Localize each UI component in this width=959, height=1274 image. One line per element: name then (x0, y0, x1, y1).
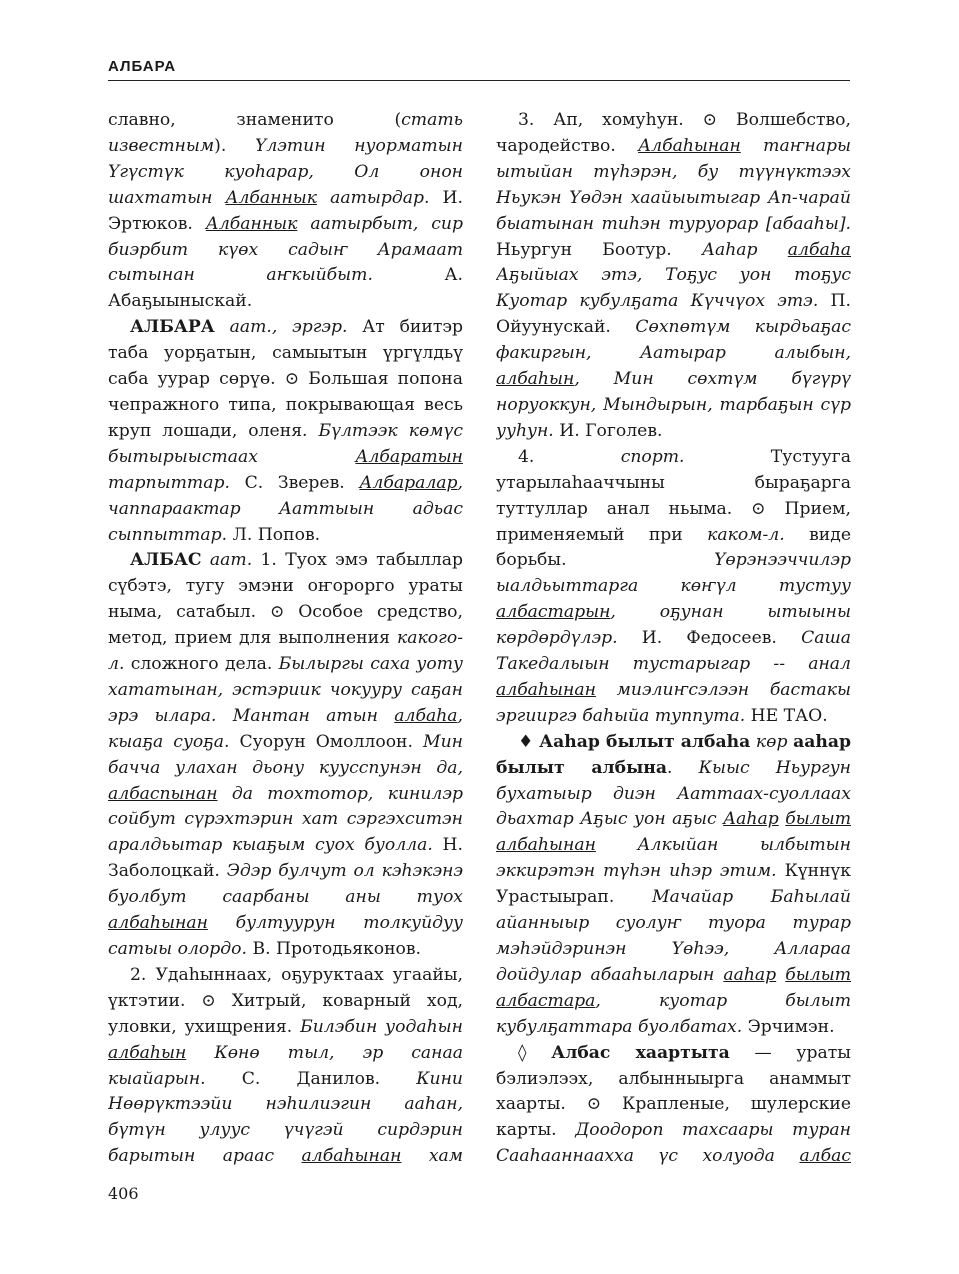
entry-albara: АЛБАРА аат., эргэр. Ат биитэр таба уорҕатын, самыытын үргүлдьү саба уурар сөрүө. ⊙ Большая попона чепражного типа, покрывающая весь круп лошади, оленя. Бүлтээк көмүс бытырыыстаах Албаратын тарпыттар. С. Зверев. Албаралар, чаппараактар Ааттыын адьас сыппыттар. Л. Попов. (108, 317, 463, 545)
right-column (496, 108, 851, 1168)
header-rule (108, 80, 850, 81)
entry-continuation: славно, знаменито (стать известным). Үлэтин нуорматын Үгүстүк куоһарар, Ол онон шахтатын Албаннык аатырдар. И. Эртюков. Албаннык аатырбыт, сир биэрбит күөх садыҥ Арамаат сытынан аҥкыйбыт. А. Абаҕыыныскай. (108, 110, 463, 312)
page-number: 406 (108, 1184, 139, 1203)
entry-albas-sense-4: 4. спорт. Тустууга утарылаһааччыны быраҕарга туттуллар анал ньыма. ⊙ Прием, применяемый при каком-л. виде борьбы. Үөрэнээччилэр ыалдьыттарга көҥүл тустуу албастарын, оҕунан ытыыны көрдөрдүлэр. И. Федосеев. Саша Такедалыын тустарыгар -- анал албаһынан миэлиҥсэлээн бастакы эргииргэ баһыйа туппута. НЕ ТАО. (496, 446, 851, 726)
idiom-aahar-bylyt-albaha: ♦ Ааһар былыт албаһа көр ааһар былыт албына. Кыыс Ньургун бухатыыр диэн Ааттаах-суоллаах дьахтар Аҕыс уон аҕыс Ааһар былыт албаһынан Алкыйан ылбытын эккирэтэн түһэн иһэр этим. Күннүк Урастыырап. Мачайар Баһылай айанныыр суолуҥ туора турар мэһэйдэринэн Үөһээ, Аллараа дойдулар абааһыларын ааһар былыт албастара, куотар былыт кубулҕаттара буолбатах. Эрчимэн. (496, 731, 851, 1037)
running-header: АЛБАРА (108, 58, 177, 75)
entry-albas: АЛБАС аат. 1. Туох эмэ табыллар сүбэтэ, тугу эмэни оҥорорго ураты ныма, сатабыл. ⊙ Особое средство, метод, прием для выполнения какого-л. сложного дела. Былыргы саха уоту хататынан, эстэриик чокууру саҕан эрэ ылара. Мантан атын албаһа, кыаҕа суоҕа. Суорун Омоллоон. Мин бачча улахан дьону куусспунэн да, албаспынан да тохтотор, кинилэр сойбут сүрэхтэрин хат сэргэхситэн аралдьытар кыаҕым суох буолла. Н. Заболоцкай. Эдэр булчут ол кэһэкэнэ буолбут саарбаны аны туох албаһынан бултуурун толкуйдуу сатыы олордо. В. Протодьяконов. (108, 550, 463, 959)
idiom-albas-haartyta: ◊ Албас хаартыта — ураты бэлиэлээх, албынныырга анаммыт хаарты. ⊙ Крапленые, шулерские карты. Доодороп тахсаары туран Сааһааннаахха үс холуода албас (496, 1042, 851, 1167)
entry-albas-sense-2: 2. Удаһыннаах, оҕуруктаах угаайы, үктэтии. ⊙ Хитрый, коварный ход, уловки, ухищрения. Билэбин уодаһын албаһын Көнө тыл, эр санаа кыайарын. С. Данилов. Кини Нөөрүктээйи нэһилиэгин ааһан, бүтүн улуус үчүгэй сирдэрин барытын араас албаһынан хам (108, 964, 463, 1167)
left-column (108, 108, 463, 1168)
entry-albas-sense-3: 3. Ап, хомуһун. ⊙ Волшебство, чародейство. Албаһынан таҥнары ытыйан түһэрэн, бу түүнүктээх Ньукэн Үөдэн хаайыытыгар Ап-чарай быатынан тиһэн туруорар [абааһы]. Ньургун Боотур. Ааһар албаһа Аҕыйыах этэ, Тоҕус уон тоҕус Куотар кубулҕата Күччүох этэ. П. Ойуунускай. Сөхпөтүм кырдьаҕас факиргын, Аатырар алыбын, албаһын, Мин сөхтүм бүгүрү норуоккун, Мындырын, тарбаҕын сүр ууһун. И. Гоголев. (496, 110, 851, 441)
